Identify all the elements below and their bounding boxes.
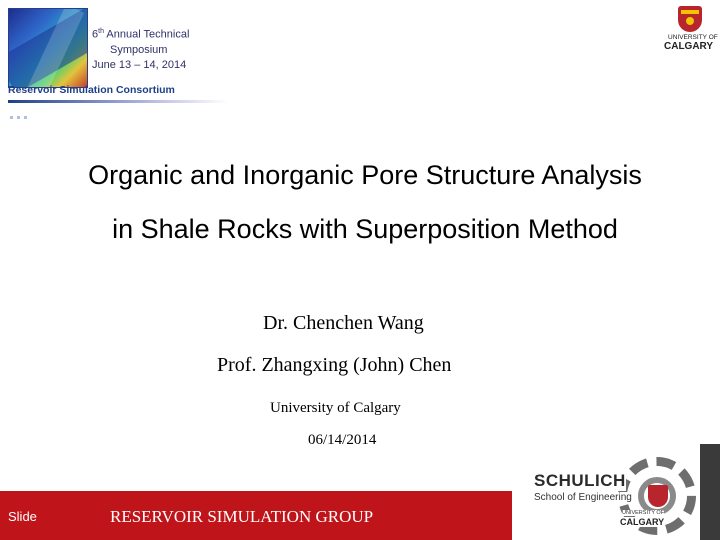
presentation-date: 06/14/2014 [308, 432, 377, 448]
footer-group-name: RESERVOIR SIMULATION GROUP [110, 507, 374, 526]
slide-title-line2: in Shale Rocks with Superposition Method [112, 214, 618, 244]
symposium-text [92, 24, 189, 73]
header-divider [8, 100, 228, 103]
slide-label: Slide [8, 509, 37, 524]
crest-icon [678, 6, 702, 32]
schulich-subtitle: School of Engineering [534, 492, 632, 503]
author-name-1: Dr. Chenchen Wang [263, 312, 424, 334]
schulich-name: SCHULICH [534, 471, 626, 490]
symposium-logo-image [8, 8, 88, 88]
university-of-calgary-logo [664, 6, 718, 64]
schulich-university-of: UNIVERSITY OF [622, 510, 665, 516]
consortium-name: Reservoir Simulation Consortium [8, 84, 175, 96]
crest-icon [648, 485, 668, 507]
header-dots [10, 106, 130, 116]
right-edge-strip [700, 444, 720, 540]
logo-university-of: UNIVERSITY OF [668, 34, 718, 41]
symposium-dates: June 13 – 14, 2014 [92, 58, 187, 71]
symposium-line2: Symposium [110, 43, 168, 56]
schulich-logo [520, 455, 720, 540]
logo-calgary: CALGARY [664, 41, 714, 52]
symposium-line1: 6th Annual Technical [92, 28, 190, 41]
author-name-2: Prof. Zhangxing (John) Chen [217, 354, 452, 376]
affiliation: University of Calgary [270, 400, 401, 416]
slide-title-line1: Organic and Inorganic Pore Structure Analysis [88, 160, 642, 190]
schulich-calgary: CALGARY [620, 517, 665, 527]
